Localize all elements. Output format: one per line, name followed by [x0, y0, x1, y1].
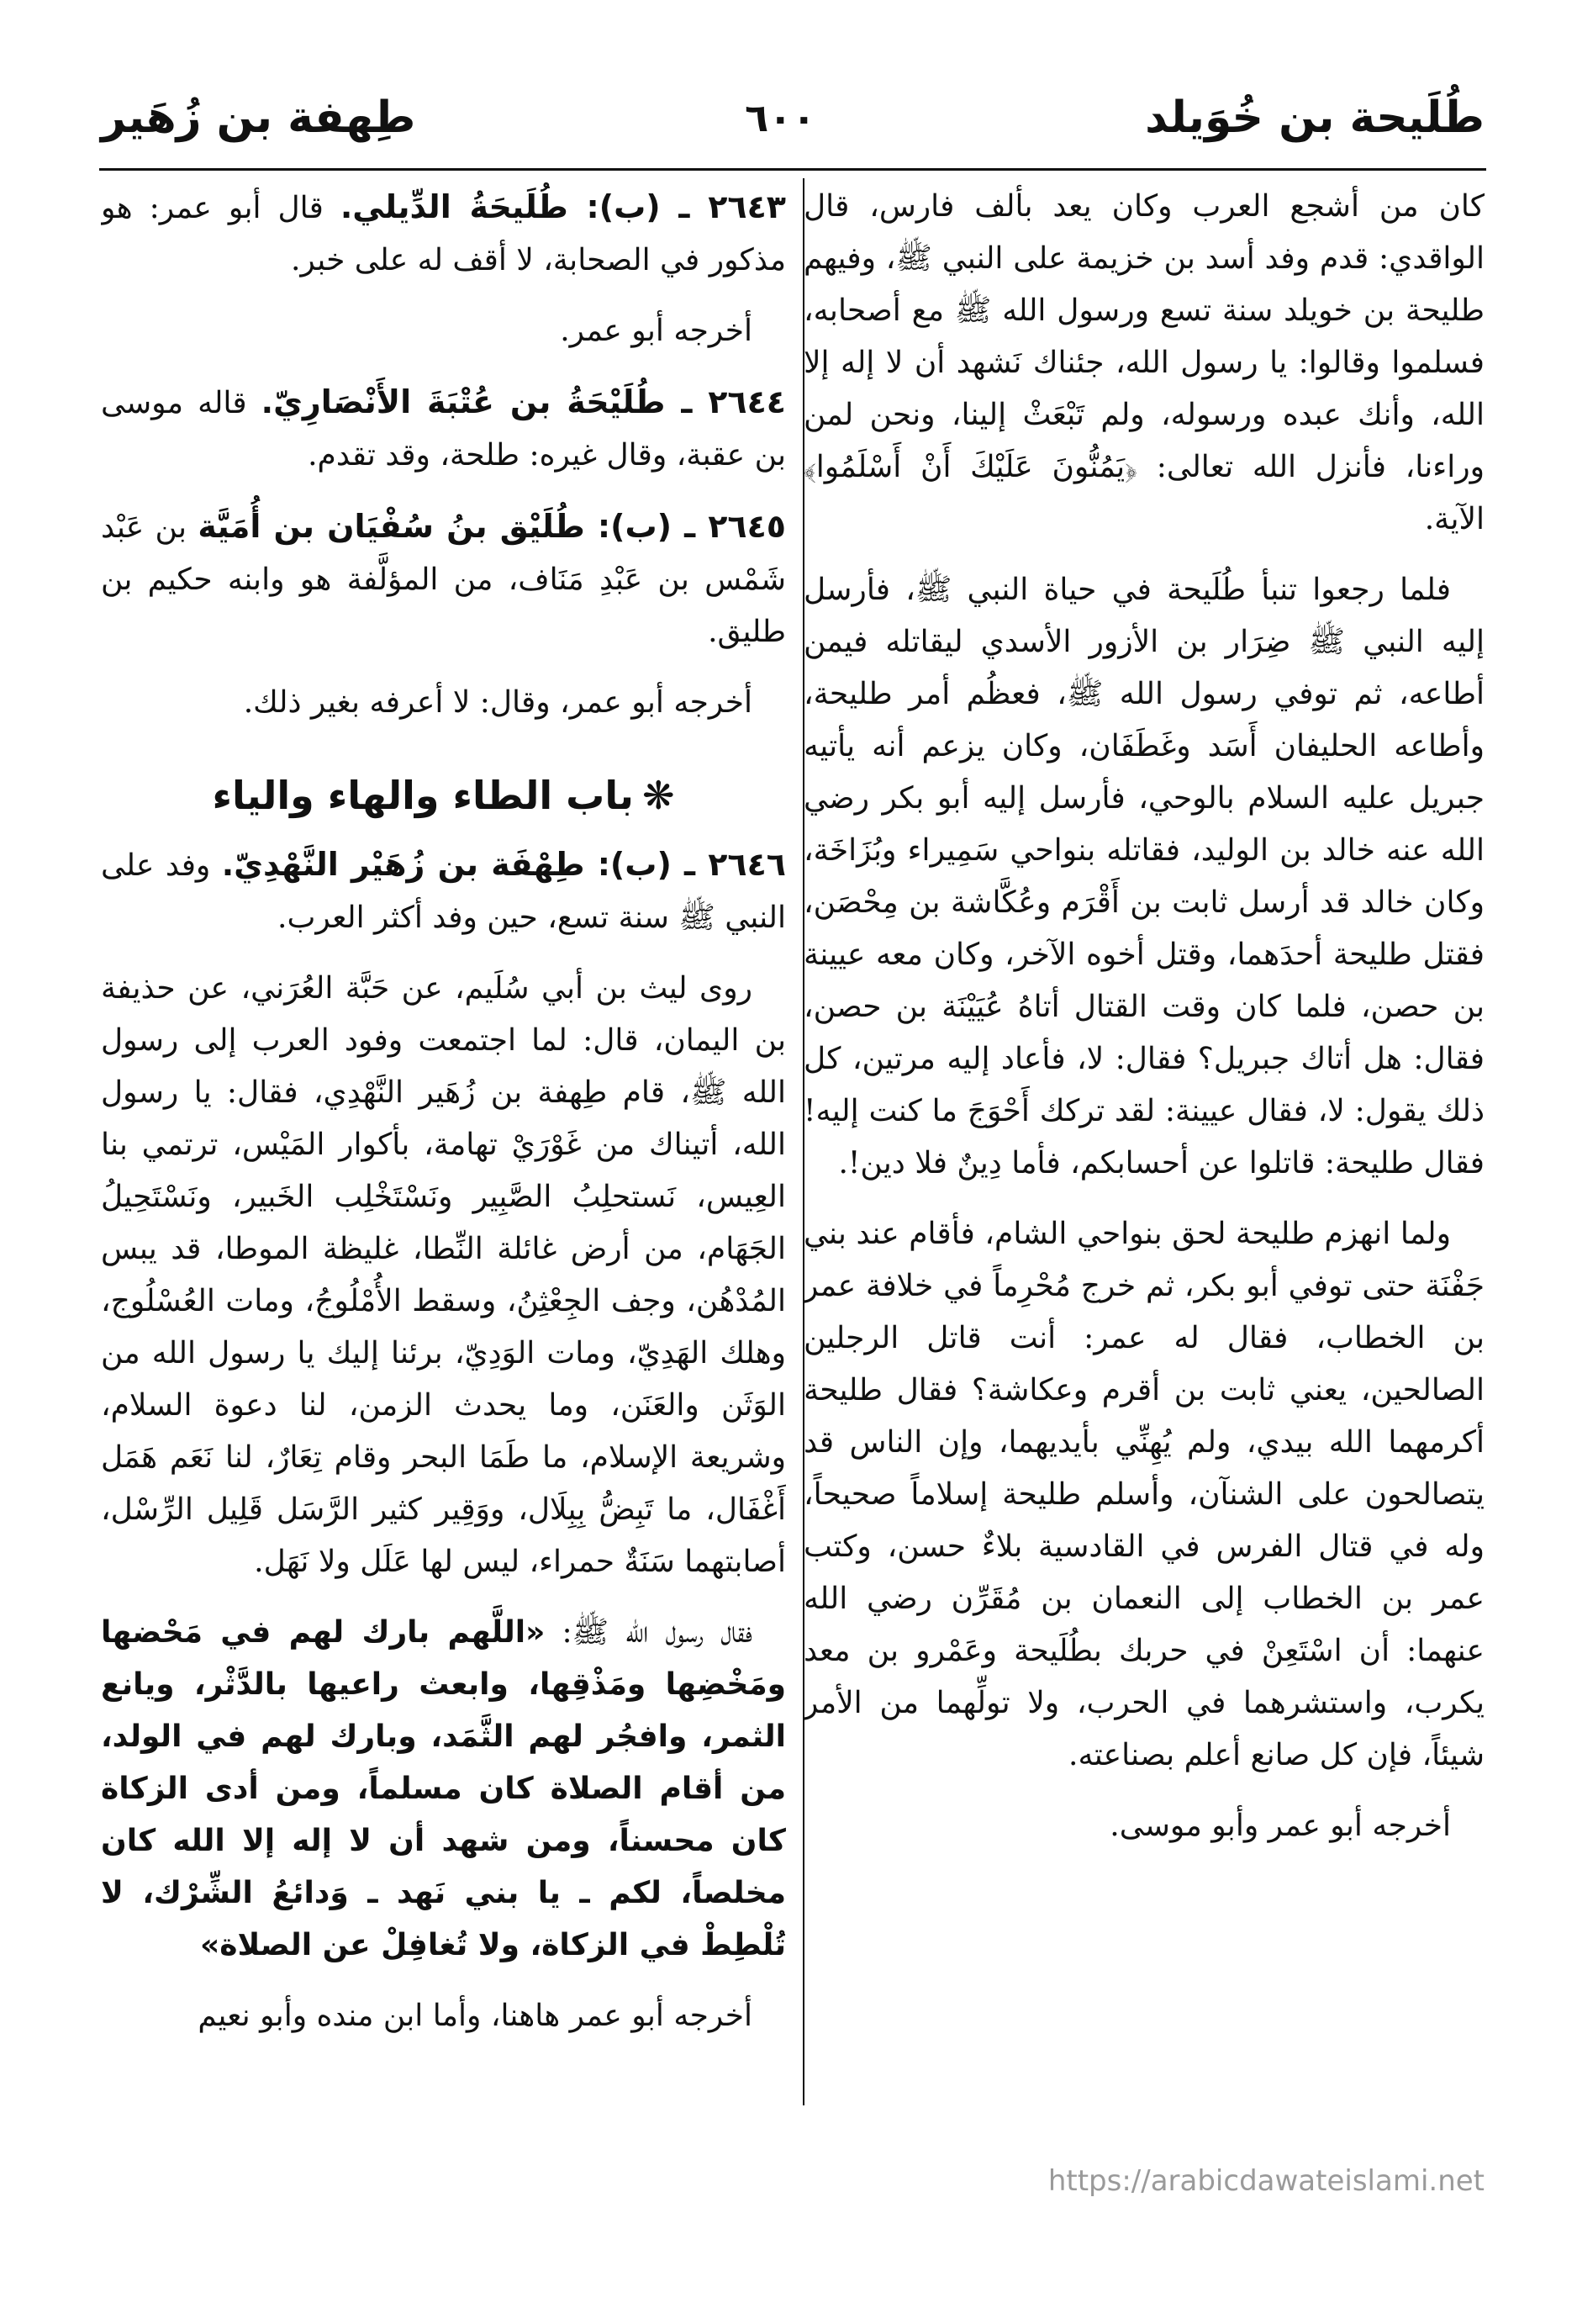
running-title-left: طِهفة بن زُهَير [101, 92, 416, 143]
star-ornament-icon: ❋ [641, 773, 675, 818]
speech-text: «اللَّهم بارك لهم في مَحْضها ومَخْضِها ومَذْقِها، وابعث راعيها بالدَّثْر، ويانع الثمر، وافجُر لهم الثَّمَد، وبارك لهم في الولد، من أقام الصلاة كان مسلماً، ومن أدى الزكاة كان محسناً، ومن شهد أن لا إله إلا الله كان مخلصاً، لكم ـ يا بني نَهد ـ وَدائعُ الشِّرْك، لا تُلْطِطْ في الزكاة، ولا تُغافِلْ عن الصلاة» [101, 1615, 786, 1962]
paragraph-narration: روى ليث بن أبي سُلَيم، عن حَبَّة العُرَني، عن حذيفة بن اليمان، قال: لما اجتمعت وفود العرب إلى رسول الله ﷺ، قام طِهفة بن زُهَير النَّهْدِي، فقال: يا رسول الله، أتيناك من غَوْرَيْ تهامة، بأكوار المَيْس، ترتمي بنا العِيس، نَستحلِبُ الصَّبِير ونَسْتَخْلِب الخَبير، ونَسْتَحِيلُ الجَهَام، من أرض غائلة النِّطا، غليظة الموطا، قد يبس المُدْهُن، وجف الجِعْثِنُ، وسقط الأُمْلُوجُ، ومات العُسْلُوج، وهلك الهَدِيّ، ومات الوَدِيّ، برئنا إليك يا رسول الله من الوَثَن والعَنَن، وما يحدث الزمن، لنا دعوة السلام، وشريعة الإسلام، ما طَمَا البحر وقام تِعَارٌ، لنا نَعَم هَمَل أَغْفَال، ما تَبِضُّ بِبِلَال، ووَقِير كثير الرَّسَل قَلِيل الرِّسْل، أصابتهما سَنَةٌ حمراء، ليس لها عَلَل ولا نَهَل. [101, 971, 786, 1579]
paragraph-prophet-speech [101, 1607, 786, 1972]
entry-body: وفد على النبي ﷺ سنة تسع، حين وفد أكثر العرب. [101, 848, 786, 935]
entry-2643 [101, 181, 786, 287]
source-note: أخرجه أبو عمر وأبو موسى. [1110, 1809, 1451, 1843]
entry-2646 [101, 838, 786, 944]
entry-2645 [101, 500, 786, 658]
paragraph-talha-intro: كان من أشجع العرب وكان يعد بألف فارس، قال الواقدي: قدم وفد أسد بن خزيمة على النبي ﷺ، وفيهم طليحة بن خويلد سنة تسع ورسول الله ﷺ مع أصحابه، فسلموا وقالوا: يا رسول الله، جئناك نَشهد أن لا إله إلا الله، وأنك عبده ورسوله، ولم تَبْعَثْ إلينا، ونحن لمن وراءنا، فأنزل الله تعالى: ﴿يَمُنُّونَ عَلَيْكَ أَنْ أَسْلَمُوا﴾ الآية. [804, 189, 1485, 536]
running-title-right: طُلَيحة بن خُوَيلد [1145, 92, 1485, 143]
entry-2644 [101, 376, 786, 482]
source-note: أخرجه أبو عمر، وقال: لا أعرفه بغير ذلك. [243, 685, 752, 720]
entry-body: بن عَبْد شَمْس بن عَبْدِ مَنَاف، من المؤلَّفة هو وابنه حكيم بن طليق. [101, 510, 786, 649]
left-column [101, 181, 786, 2118]
section-title: باب الطاء والهاء والياء [212, 773, 634, 818]
source-note: أخرجه أبو عمر. [560, 314, 752, 348]
page-header [101, 84, 1485, 151]
entry-heading: ٢٦٤٤ ـ طُلَيْحَةُ بن عُتْبَةَ الأَنْصَارِيّ. [261, 383, 786, 420]
entry-heading: ٢٦٤٦ ـ (ب): طِهْفَة بن زُهَيْر النَّهْدِيّ. [221, 846, 786, 883]
closing-line: أخرجه أبو عمر هاهنا، وأما ابن منده وأبو نعيم [198, 1999, 752, 2033]
section-heading [101, 769, 786, 821]
page-number: ٦٠٠ [745, 95, 816, 140]
header-rule [99, 168, 1486, 171]
paragraph-talha-later: ولما انهزم طليحة لحق بنواحي الشام، فأقام عند بني جَفْنَة حتى توفي أبو بكر، ثم خرج مُحْرِماً في خلافة عمر بن الخطاب، فقال له عمر: أنت قاتل الرجلين الصالحين، يعني ثابت بن أقرم وعكاشة؟ فقال طليحة أكرمهما الله بيدي، ولم يُهِنِّي بأيديهما، وإن الناس قد يتصالحون على الشنآن، وأسلم طليحة إسلاماً صحيحاً، وله في قتال الفرس في القادسية بلاءٌ حسن، وكتب عمر بن الخطاب إلى النعمان بن مُقَرِّن رضي الله عنهما: أن اسْتَعِنْ في حربك بطُلَيحة وعَمْرو بن معد يكرب، واستشرهما في الحرب، ولا تولِّهما من الأمر شيئاً، فإن كل صانع أعلم بصناعته. [804, 1217, 1485, 1772]
speech-intro: فقال رسول الله ﷺ: [545, 1615, 752, 1650]
entry-body: قال أبو عمر: هو مذكور في الصحابة، لا أقف له على خبر. [101, 191, 786, 277]
watermark-url: https://arabicdawateislami.net [1047, 2164, 1485, 2198]
entry-heading: ٢٦٤٥ ـ (ب): طُلَيْق بنُ سُفْيَان بن أُمَيَّة [198, 508, 786, 545]
entry-body: قاله موسى بن عقبة، وقال غيره: طلحة، وقد تقدم. [101, 386, 786, 473]
paragraph-talha-prophecy: فلما رجعوا تنبأ طُلَيحة في حياة النبي ﷺ، فأرسل إليه النبي ﷺ ضِرَار بن الأزور الأسدي ليقاتله فيمن أطاعه، ثم توفي رسول الله ﷺ، فعظُم أمر طليحة، وأطاعه الحليفان أَسَد وغَطَفَان، وكان يزعم أنه يأتيه جبريل عليه السلام بالوحي، فأرسل إليه أبو بكر رضي الله عنه خالد بن الوليد، فقاتله بنواحي سَمِيراء وبُزَاخَة، وكان خالد قد أرسل ثابت بن أَقْرَم وعُكَّاشة بن مِحْصَن، فقتل طليحة أحدَهما، وقتل أخوه الآخر، وكان معه عيينة بن حصن، فلما كان وقت القتال أتاهُ عُيَيْنَة بن حصن، فقال: هل أتاك جبريل؟ فقال: لا، فأعاد إليه مرتين، كل ذلك يقول: لا، فقال عيينة: لقد تركك أَحْوَجَ ما كنت إليه! فقال طليحة: قاتلوا عن أحسابكم، فأما دِينٌ فلا دين!. [804, 573, 1485, 1180]
entry-heading: ٢٦٤٣ ـ (ب): طُلَيحَةُ الدِّيلي. [340, 188, 786, 225]
right-column [804, 181, 1485, 2118]
